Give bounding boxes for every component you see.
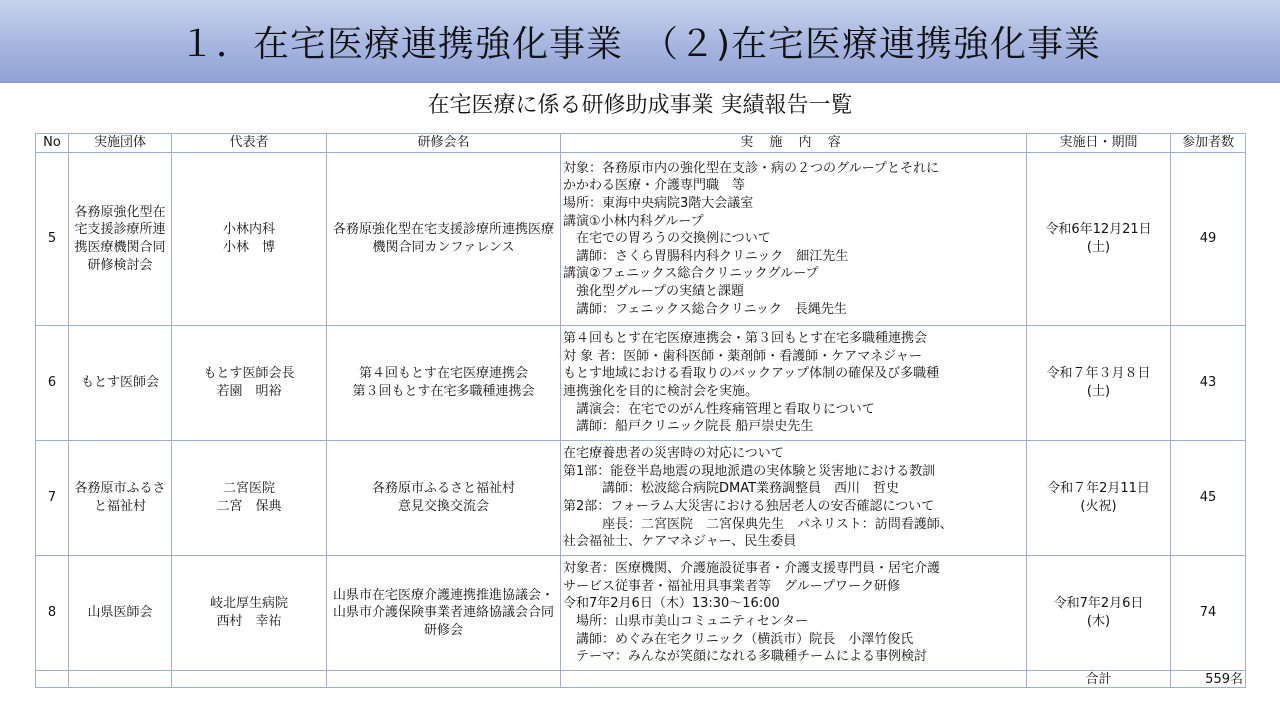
date-line: 令和6年12月21日 bbox=[1045, 222, 1152, 238]
date-line: 令和７年2月11日 bbox=[1047, 481, 1150, 497]
cell-training-name: 各務原強化型在宅支援診療所連携医療機関合同カンファレンス bbox=[327, 153, 561, 326]
cell-participants: 49 bbox=[1171, 153, 1246, 326]
content-line: テーマ：みんなが笑顔になれる多職種チームによる事例検討 bbox=[563, 649, 928, 665]
content-line: 在宅での胃ろうの交換例について bbox=[563, 231, 771, 247]
cell-rep bbox=[172, 326, 327, 441]
content-line: 対象：各務原市内の強化型在支診・病の２つのグループとそれに bbox=[563, 160, 939, 176]
header-row bbox=[36, 134, 1246, 153]
header-org: 実施団体 bbox=[69, 134, 172, 153]
empty-cell bbox=[36, 671, 69, 688]
content-line: 在宅療養患者の災害時の対応について bbox=[563, 446, 784, 462]
weekday-line: (火祝) bbox=[1080, 499, 1117, 514]
cell-no: 7 bbox=[36, 441, 69, 556]
content-line: 連携強化を目的に検討会を実施。 bbox=[563, 384, 759, 399]
content-line: もとす地域における看取りのバックアップ体制の確保及び多職種 bbox=[563, 366, 940, 382]
content-line: 対象者：医療機関、介護施設従事者・介護支援専門員・居宅介護 bbox=[563, 561, 941, 577]
header-date: 実施日・期間 bbox=[1027, 134, 1171, 153]
content-line: 講師：フェニックス総合クリニック 長縄先生 bbox=[563, 301, 847, 317]
cell-content bbox=[561, 153, 1027, 326]
cell-participants: 43 bbox=[1171, 326, 1246, 441]
rep-name-line: 二宮医院 bbox=[222, 481, 275, 497]
rep-name-line: 西村 幸祐 bbox=[216, 614, 282, 629]
cell-no: 5 bbox=[36, 153, 69, 326]
weekday-line: (土) bbox=[1086, 384, 1111, 399]
content-line: 講師：松波総合病院DMAT業務調整員 西川 哲史 bbox=[563, 481, 900, 497]
rep-name-line: 岐北厚生病院 bbox=[209, 596, 288, 612]
cell-org: 山県医師会 bbox=[69, 556, 172, 671]
page-title: １．在宅医療連携強化事業 （２)在宅医療連携強化事業 bbox=[178, 23, 1102, 65]
cell-participants: 74 bbox=[1171, 556, 1246, 671]
rep-name-line: 二宮 保典 bbox=[216, 499, 282, 514]
rep-name-line: 小林 博 bbox=[222, 240, 275, 255]
content-line: 講師：めぐみ在宅クリニック（横浜市）院長 小澤竹俊氏 bbox=[563, 631, 914, 647]
content-line: 対 象 者：医師・歯科医師・薬剤師・看護師・ケアマネジャー bbox=[563, 348, 923, 364]
content-line: 講師：さくら胃腸科内科クリニック 細江先生 bbox=[563, 248, 849, 264]
content-line: 令和7年2月6日（木）13:30〜16:00 bbox=[563, 596, 780, 612]
header-content: 実 施 内 容 bbox=[561, 134, 1027, 153]
training-name-line: 各務原市ふるさと福祉村 bbox=[371, 481, 515, 497]
empty-cell bbox=[561, 671, 1027, 688]
content-line: 社会福祉士、ケアマネジャー、民生委員 bbox=[563, 534, 797, 550]
date-line: 令和7年2月6日 bbox=[1053, 596, 1144, 612]
report-table bbox=[35, 133, 1246, 688]
cell-content bbox=[561, 556, 1027, 671]
cell-no: 6 bbox=[36, 326, 69, 441]
table-row bbox=[36, 326, 1246, 441]
empty-cell bbox=[327, 671, 561, 688]
total-value: 559名 bbox=[1171, 671, 1246, 688]
cell-org: もとす医師会 bbox=[69, 326, 172, 441]
rep-name-line: もとす医師会長 bbox=[203, 366, 295, 382]
title-banner bbox=[0, 0, 1280, 83]
content-line: 講演会：在宅でのがん性疼痛管理と看取りについて bbox=[563, 401, 875, 417]
empty-cell bbox=[69, 671, 172, 688]
cell-rep bbox=[172, 441, 327, 556]
cell-date bbox=[1027, 556, 1171, 671]
content-line: 第４回もとす在宅医療連携会・第３回もとす在宅多職種連携会 bbox=[563, 331, 928, 347]
content-line: 講演①小林内科グループ bbox=[563, 213, 704, 229]
header-name: 研修会名 bbox=[327, 134, 561, 153]
cell-training-name bbox=[327, 441, 561, 556]
content-line: 場所：東海中央病院3階大会議室 bbox=[563, 196, 754, 212]
content-line: 場所：山県市美山コミュニティセンター bbox=[563, 614, 809, 629]
content-line: 座長：二宮医院 二宮保典先生 パネリスト：訪問看護師、 bbox=[563, 516, 953, 532]
weekday-line: (木) bbox=[1086, 614, 1111, 629]
cell-date bbox=[1027, 441, 1171, 556]
report-subtitle: 在宅医療に係る研修助成事業 実績報告一覧 bbox=[427, 93, 853, 118]
header-count: 参加者数 bbox=[1171, 134, 1246, 153]
content-line: 第1部：能登半島地震の現地派遣の実体験と災害地における教訓 bbox=[563, 463, 936, 479]
cell-content bbox=[561, 326, 1027, 441]
table-row bbox=[36, 441, 1246, 556]
cell-no: 8 bbox=[36, 556, 69, 671]
cell-training-name: 山県市在宅医療介護連携推進協議会・山県市介護保険事業者連絡協議会合同研修会 bbox=[327, 556, 561, 671]
cell-org: 各務原強化型在宅支援診療所連携医療機関合同研修検討会 bbox=[69, 153, 172, 326]
cell-content bbox=[561, 441, 1027, 556]
training-name-line: 第３回もとす在宅多職種連携会 bbox=[352, 384, 535, 399]
total-label: 合計 bbox=[1027, 671, 1171, 688]
header-rep: 代表者 bbox=[172, 134, 327, 153]
content-line: 第2部：フォーラム大災害における独居老人の安否確認について bbox=[563, 499, 935, 514]
weekday-line: (土) bbox=[1086, 240, 1111, 255]
training-name-line: 第４回もとす在宅医療連携会 bbox=[358, 366, 528, 382]
content-line: サービス従事者・福祉用具事業者等 グループワーク研修 bbox=[563, 578, 900, 594]
cell-rep bbox=[172, 556, 327, 671]
date-line: 令和７年３月８日 bbox=[1046, 366, 1151, 382]
cell-date bbox=[1027, 153, 1171, 326]
table-row bbox=[36, 556, 1246, 671]
cell-rep bbox=[172, 153, 327, 326]
rep-name-line: 若園 明裕 bbox=[216, 384, 282, 399]
cell-org: 各務原市ふるさと福祉村 bbox=[69, 441, 172, 556]
header-no: No bbox=[36, 134, 69, 153]
content-line: かかわる医療・介護専門職 等 bbox=[563, 178, 746, 194]
cell-participants: 45 bbox=[1171, 441, 1246, 556]
training-name-line: 意見交換交流会 bbox=[397, 499, 489, 514]
content-line: 講師：船戸クリニック院長 船戸崇史先生 bbox=[563, 419, 814, 435]
total-row bbox=[36, 671, 1246, 688]
cell-training-name bbox=[327, 326, 561, 441]
table-row bbox=[36, 153, 1246, 326]
rep-name-line: 小林内科 bbox=[222, 222, 275, 238]
content-line: 強化型グループの実績と課題 bbox=[563, 283, 744, 299]
content-line: 講演②フェニックス総合クリニックグループ bbox=[563, 266, 819, 282]
cell-date bbox=[1027, 326, 1171, 441]
empty-cell bbox=[172, 671, 327, 688]
